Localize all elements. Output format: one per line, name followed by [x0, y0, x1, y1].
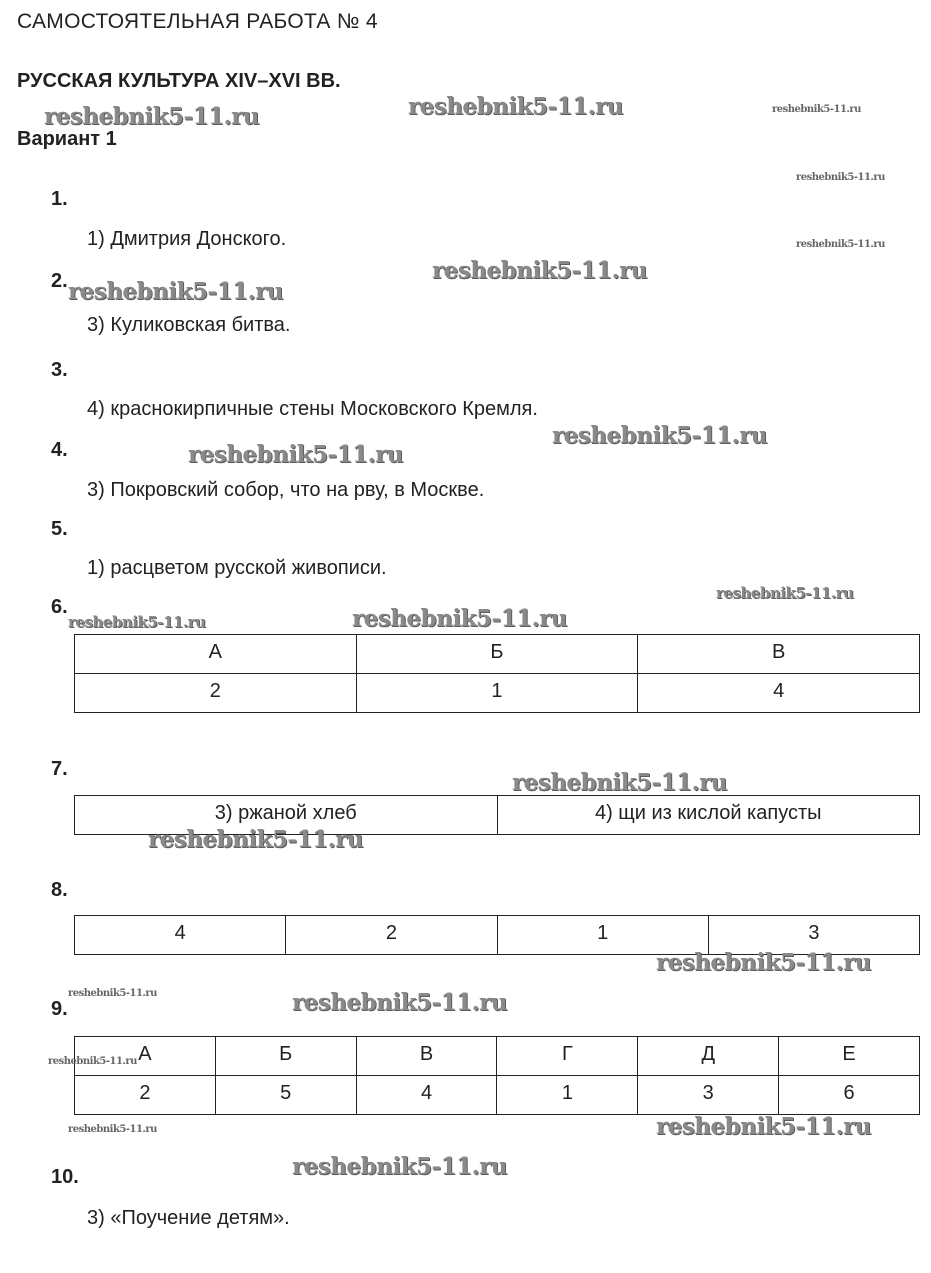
watermark: reshebnik5-11.ru [48, 1056, 137, 1067]
watermark: reshebnik5-11.ru [796, 239, 885, 250]
table-cell: А [75, 635, 357, 674]
table-row [75, 1076, 920, 1115]
question-number-2: 2. [51, 270, 68, 292]
question-number-10: 10. [51, 1166, 79, 1188]
question-number-5: 5. [51, 518, 68, 540]
table-cell: Е [779, 1037, 920, 1076]
table-cell: 4 [638, 674, 920, 713]
watermark: reshebnik5-11.ru [68, 1124, 157, 1135]
watermark: reshebnik5-11.ru [292, 1153, 507, 1180]
question-number-9: 9. [51, 998, 68, 1020]
table-cell: Д [638, 1037, 779, 1076]
watermark: reshebnik5-11.ru [656, 1113, 871, 1140]
watermark: reshebnik5-11.ru [512, 769, 727, 796]
watermark: reshebnik5-11.ru [352, 605, 567, 632]
watermark: reshebnik5-11.ru [772, 104, 861, 115]
table-cell: 3 [708, 916, 919, 955]
table-cell: 5 [215, 1076, 356, 1115]
table-cell: В [638, 635, 920, 674]
table-cell: 4 [356, 1076, 497, 1115]
answer-10: 3) «Поучение детям». [87, 1207, 290, 1229]
watermark: reshebnik5-11.ru [796, 172, 885, 183]
table-cell: 1 [497, 916, 708, 955]
table-cell: 4) щи из кислой капусты [497, 796, 920, 835]
question-number-7: 7. [51, 758, 68, 780]
table-header-row [75, 635, 920, 674]
question-number-1: 1. [51, 188, 68, 210]
question-number-8: 8. [51, 879, 68, 901]
answer-5: 1) расцветом русской живописи. [87, 557, 387, 579]
watermark: reshebnik5-11.ru [656, 949, 871, 976]
table-cell: 2 [286, 916, 497, 955]
table-cell: 4 [75, 916, 286, 955]
table-cell: В [356, 1037, 497, 1076]
answer-3: 4) краснокирпичные стены Московского Кремля. [87, 398, 538, 420]
watermark: reshebnik5-11.ru [188, 441, 403, 468]
watermark: reshebnik5-11.ru [432, 257, 647, 284]
table-cell: 1 [497, 1076, 638, 1115]
answer-1: 1) Дмитрия Донского. [87, 228, 287, 250]
table-cell: А [75, 1037, 216, 1076]
table-cell: 1 [356, 674, 638, 713]
table-cell: 2 [75, 1076, 216, 1115]
table-cell: Б [356, 635, 638, 674]
table-cell: 3 [638, 1076, 779, 1115]
table-cell: Г [497, 1037, 638, 1076]
watermark: reshebnik5-11.ru [44, 103, 259, 130]
table-header-row [75, 1037, 920, 1076]
watermark: reshebnik5-11.ru [68, 278, 283, 305]
table-row [75, 674, 920, 713]
watermark: reshebnik5-11.ru [148, 826, 363, 853]
answer-2: 3) Куликовская битва. [87, 314, 291, 336]
question-number-3: 3. [51, 359, 68, 381]
table-cell: 3) ржаной хлеб [75, 796, 498, 835]
page-title: САМОСТОЯТЕЛЬНАЯ РАБОТА № 4 [17, 10, 378, 33]
watermark: reshebnik5-11.ru [716, 584, 854, 602]
watermark: reshebnik5-11.ru [408, 93, 623, 120]
question-number-4: 4. [51, 439, 68, 461]
watermark: reshebnik5-11.ru [68, 988, 157, 999]
table-cell: 6 [779, 1076, 920, 1115]
answer-table-9 [74, 1036, 920, 1115]
variant-label: Вариант 1 [17, 128, 117, 150]
table-cell: 2 [75, 674, 357, 713]
answer-4: 3) Покровский собор, что на рву, в Москве. [87, 479, 485, 501]
watermark: reshebnik5-11.ru [552, 422, 767, 449]
table-cell: Б [215, 1037, 356, 1076]
question-number-6: 6. [51, 596, 68, 618]
watermark: reshebnik5-11.ru [292, 989, 507, 1016]
watermark: reshebnik5-11.ru [68, 613, 206, 631]
answer-table-6 [74, 634, 920, 713]
topic-heading: РУССКАЯ КУЛЬТУРА XIV–XVI ВВ. [17, 70, 341, 92]
